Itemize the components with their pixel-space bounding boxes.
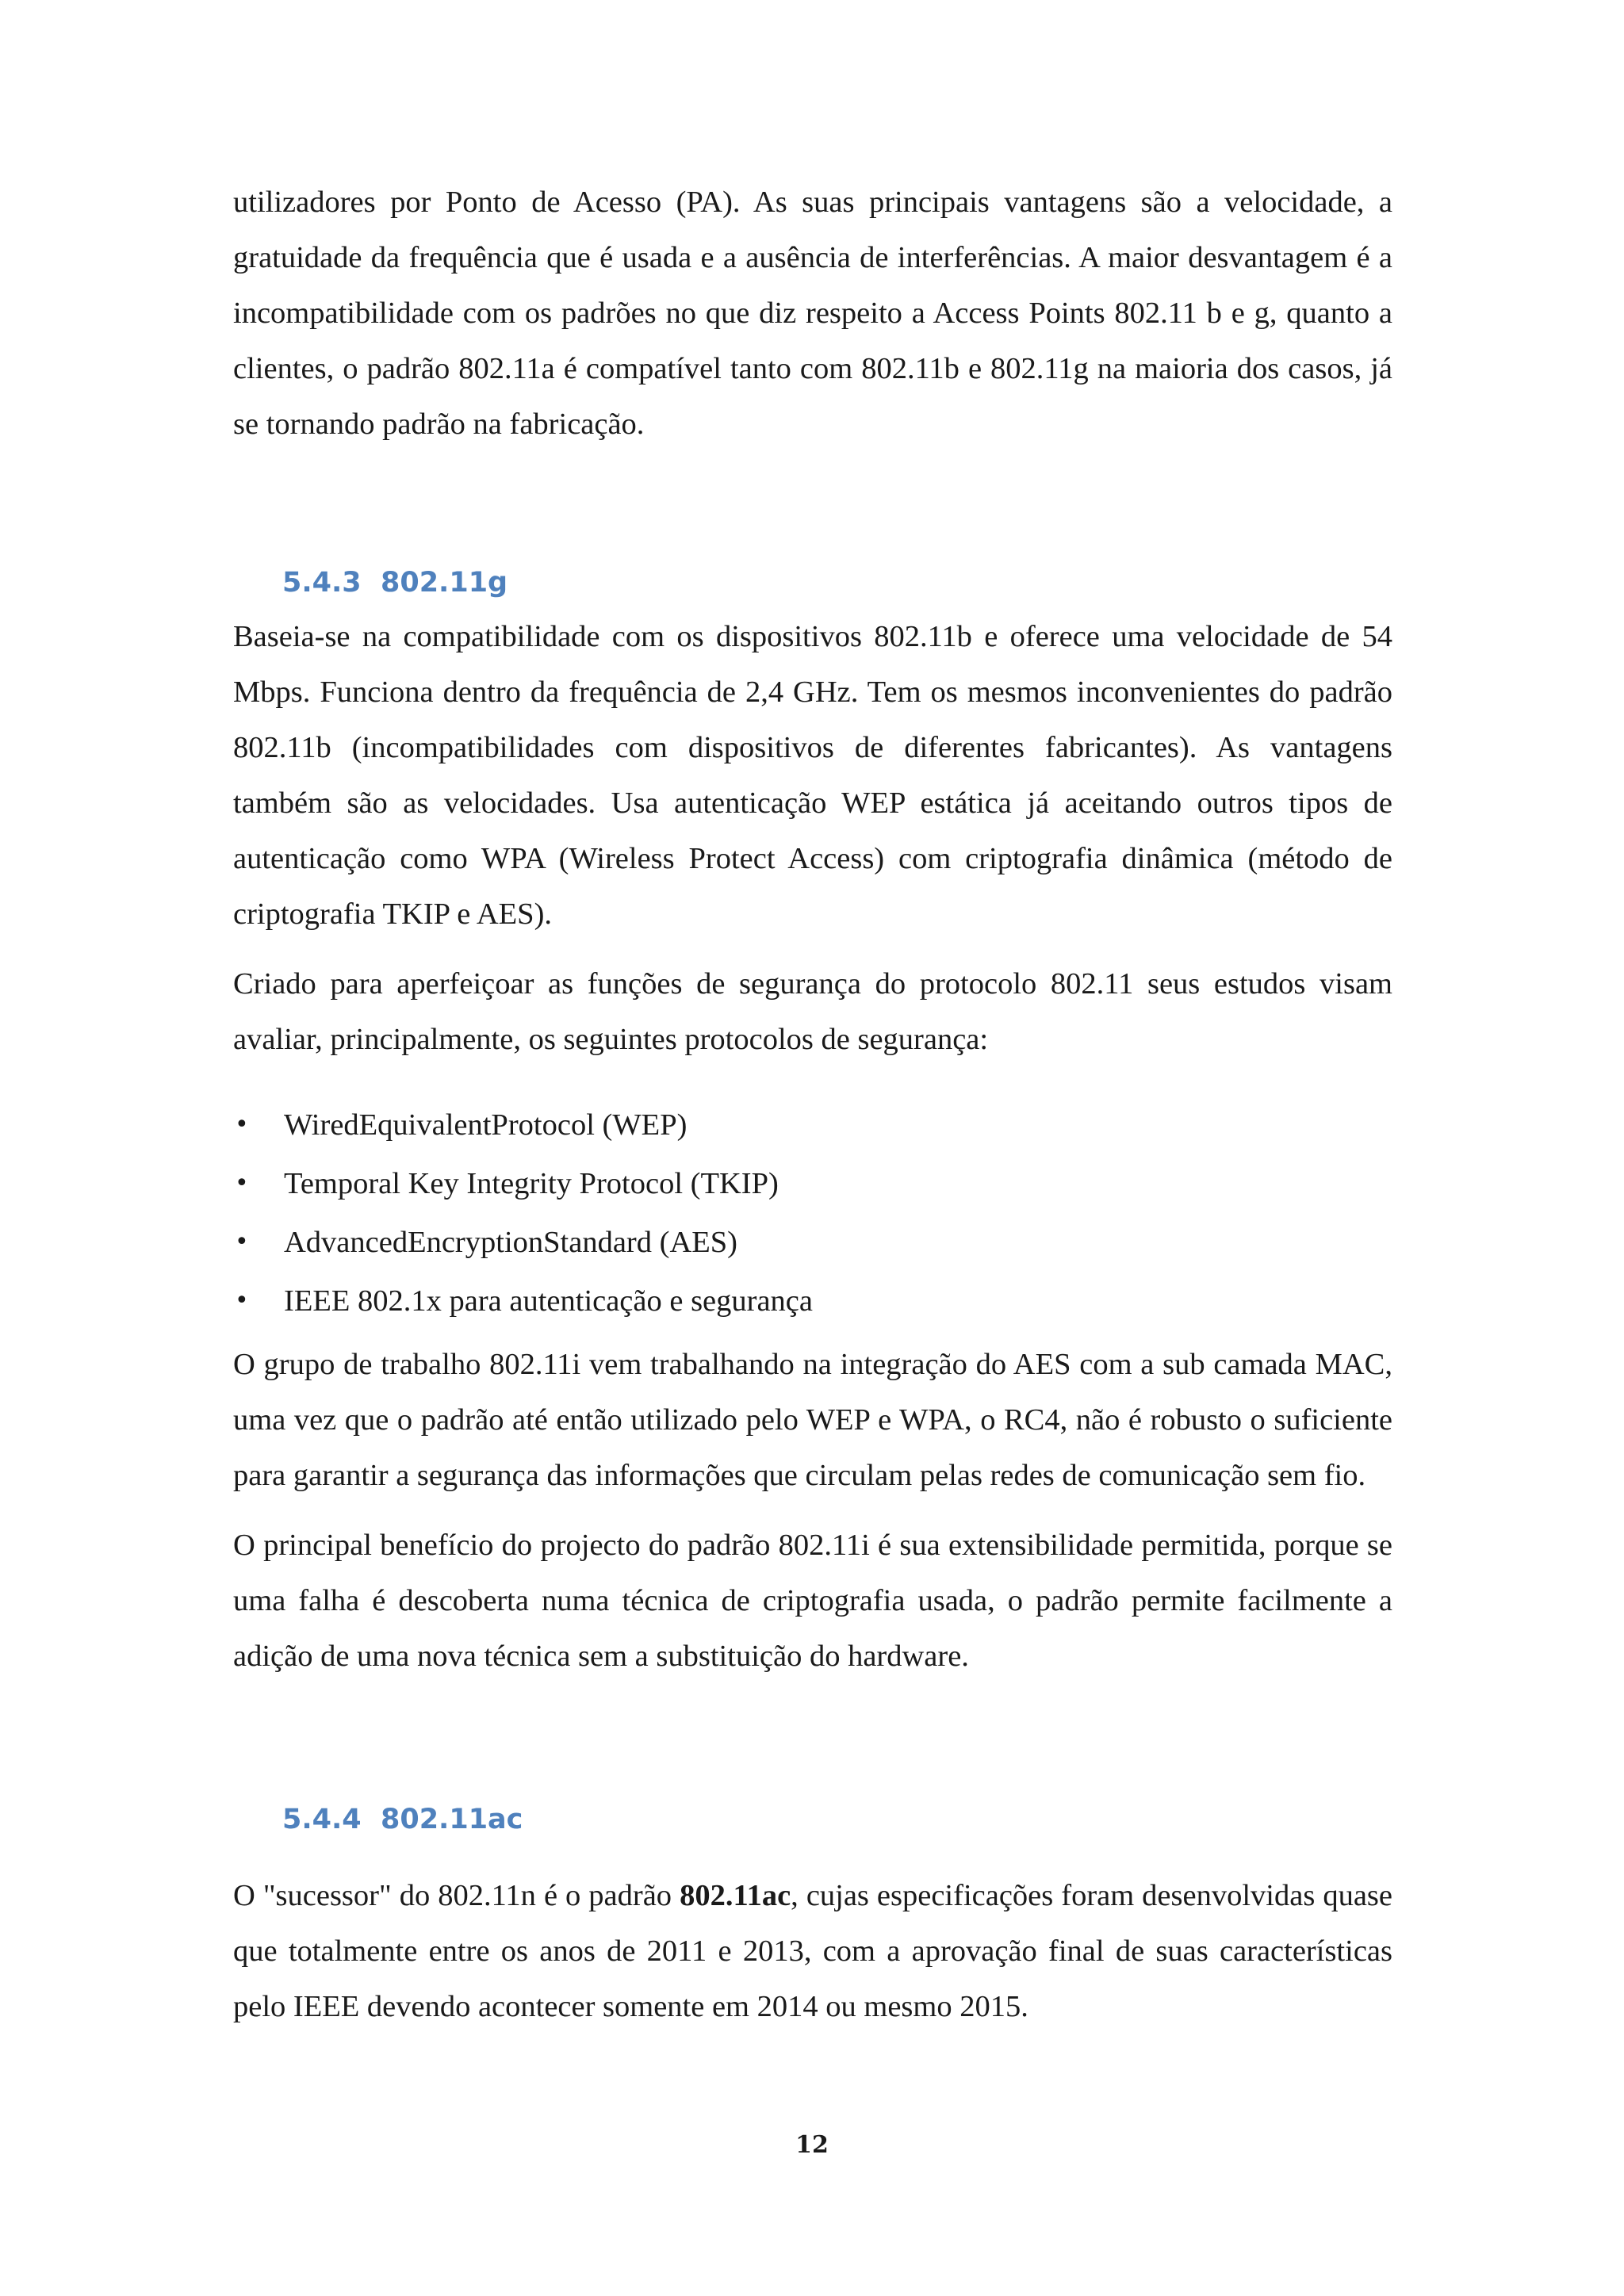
intro-paragraph: utilizadores por Ponto de Acesso (PA). As suas principais vantagens são a velocidade, a gratuidade da frequência que é usada e a ausência de interferências. A maior desvantagem é a incompatibilidade com os padrões no que diz respeito a Access Points 802.11 b e g, quanto a clientes, o padrão 802.11a é compatível tanto com 802.11b e 802.11g na maioria dos casos, já se tornando padrão na fabricação. bbox=[233, 186, 1392, 441]
section-number: 5.4.4 bbox=[282, 1804, 362, 1835]
section-heading-5-4-3 bbox=[233, 563, 1392, 603]
bullet-icon: • bbox=[235, 1169, 249, 1197]
section-paragraph-3: O grupo de trabalho 802.11i vem trabalhando na integração do AES com a sub camada MAC, uma vez que o padrão até então utilizado pelo WEP e WPA, o RC4, não é robusto o suficiente para garantir a segurança das informações que circulam pelas redes de comunicação sem fio. bbox=[233, 1348, 1392, 1492]
page-number: 12 bbox=[795, 2131, 829, 2159]
list-item: • Temporal Key Integrity Protocol (TKIP) bbox=[233, 1154, 1392, 1213]
section-heading-5-4-4 bbox=[233, 1800, 1392, 1839]
section-title: 802.11g bbox=[381, 567, 508, 599]
standard-name-bold: 802.11ac bbox=[680, 1879, 791, 1912]
section-paragraph-2: Criado para aperfeiçoar as funções de segurança do protocolo 802.11 seus estudos visam avaliar, principalmente, os seguintes protocolos de segurança: bbox=[233, 967, 1392, 1056]
document-body bbox=[233, 174, 1392, 2034]
list-item: • AdvancedEncryptionStandard (AES) bbox=[233, 1213, 1392, 1272]
section-number: 5.4.3 bbox=[282, 567, 362, 599]
bullet-icon: • bbox=[235, 1111, 249, 1138]
section-spacer bbox=[233, 452, 1392, 563]
list-item: • IEEE 802.1x para autenticação e segurança bbox=[233, 1272, 1392, 1330]
bullet-icon: • bbox=[235, 1287, 249, 1314]
section-paragraph-4: O principal benefício do projecto do padrão 802.11i é sua extensibilidade permitida, porque se uma falha é descoberta numa técnica de criptografia usada, o padrão permite facilmente a adição de uma nova técnica sem a substituição do hardware. bbox=[233, 1529, 1392, 1673]
section-spacer bbox=[233, 1684, 1392, 1800]
section-paragraph-5: O "sucessor" do 802.11n é o padrão 802.11ac, cujas especificações foram desenvolvidas quase que totalmente entre os anos de 2011 e 2013, com a aprovação final de suas características pelo IEEE devendo acontecer somente em 2014 ou mesmo 2015. bbox=[233, 1879, 1392, 2023]
list-item: • WiredEquivalentProtocol (WEP) bbox=[233, 1096, 1392, 1154]
section-title: 802.11ac bbox=[381, 1804, 523, 1835]
section-paragraph-1: Baseia-se na compatibilidade com os dispositivos 802.11b e oferece uma velocidade de 54 Mbps. Funciona dentro da frequência de 2,4 GHz. Tem os mesmos inconvenientes do padrão 802.11b (incompatibilidades com dispositivos de diferentes fabricantes). As vantagens também são as velocidades. Usa autenticação WEP estática já aceitando outros tipos de autenticação como WPA (Wireless Protect Access) com criptografia dinâmica (método de criptografia TKIP e AES). bbox=[233, 620, 1392, 931]
bullet-icon: • bbox=[235, 1228, 249, 1256]
security-protocol-list bbox=[233, 1096, 1392, 1330]
